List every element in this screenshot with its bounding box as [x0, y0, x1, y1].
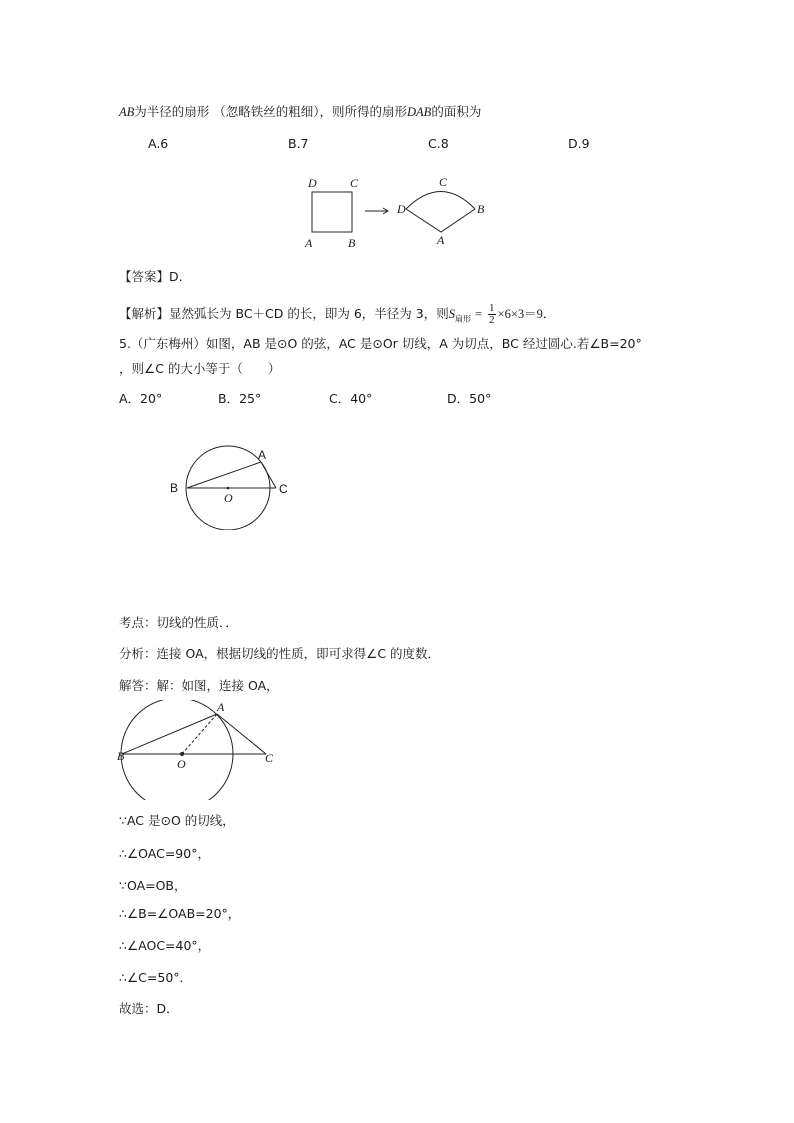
q4-analysis-text: 【解析】显然弧长为 BC＋CD 的长，即为 6，半径为 3，则	[119, 306, 449, 321]
q5-fig2-label-a: A	[217, 700, 225, 714]
q4-stem-text-1: 为半径的扇形 （忽略铁丝的粗细），则所得的扇形	[134, 104, 408, 119]
q4-option-c: C.8	[428, 136, 449, 151]
q4-sector-label-b: B	[477, 202, 485, 216]
q5-stem-line-2: ，则∠C 的大小等于（ ）	[119, 361, 281, 376]
q5-figure-1	[165, 440, 300, 530]
q4-label-c: C	[350, 176, 359, 190]
q4-sector-label-d: D	[397, 202, 406, 216]
q4-label-b: B	[348, 236, 356, 250]
q5-step-2: ∴∠OAC=90°，	[119, 846, 210, 861]
q5-fig1-label-o: O	[224, 491, 233, 505]
q4-analysis-fraction	[488, 303, 496, 326]
q5-fig1-label-b: B	[170, 481, 179, 495]
q5-kaodian: 考点：切线的性质．．	[119, 615, 238, 630]
q4-stem-var-ab: AB	[119, 105, 135, 119]
q4-analysis-eq: =	[474, 307, 483, 321]
q4-option-b: B.7	[288, 136, 309, 151]
q5-fig2-tangent-ac	[217, 714, 266, 754]
q5-fig1-tangent-ac	[261, 462, 276, 488]
q5-step-4: ∴∠B=∠OAB=20°，	[119, 906, 241, 921]
q4-stem-text-2: 的面积为	[431, 104, 482, 119]
q4-option-a: A.6	[148, 136, 169, 151]
q5-step-3: ∵OA=OB，	[119, 878, 187, 893]
q5-fig2-center-dot	[180, 752, 184, 756]
q4-sector-label-c: C	[439, 175, 448, 189]
q5-option-b: B．25°	[218, 391, 262, 406]
q4-answer: 【答案】D.	[119, 269, 183, 284]
q4-label-a: A	[305, 236, 313, 250]
q5-fig2-label-c: C	[265, 751, 274, 765]
q4-sector-radii	[406, 209, 475, 232]
q5-fenxi: 分析：连接 OA，根据切线的性质，即可求得∠C 的度数．	[119, 646, 441, 661]
q5-fig2-chord-ab	[122, 714, 217, 754]
q4-figure	[295, 172, 495, 254]
q5-step-5: ∴∠AOC=40°，	[119, 938, 211, 953]
q5-stem-line-1: 5.（广东梅州）如图，AB 是⊙O 的弦，AC 是⊙Or 切线，A 为切点，BC 经过圆心.若∠B=20°	[119, 336, 642, 351]
q4-option-d: D.9	[568, 136, 590, 151]
q4-frac-num: 1	[489, 302, 495, 314]
q5-fig1-center-dot	[227, 487, 230, 490]
q5-figure-2	[113, 700, 288, 800]
q5-option-c: C．40°	[329, 391, 373, 406]
q5-fig1-chord-ab	[187, 462, 261, 488]
q4-analysis-tail: ×6×3＝9．	[497, 307, 556, 321]
q5-step-6: ∴∠C=50°．	[119, 970, 193, 985]
q5-fig2-radius-oa	[182, 714, 217, 754]
q4-sector-arc	[406, 192, 475, 210]
q4-stem	[119, 104, 481, 120]
q4-stem-var-dab: DAB	[407, 105, 432, 119]
q5-step-7: 故选：D．	[119, 1001, 179, 1016]
q4-square	[312, 192, 352, 232]
q5-step-1: ∵AC 是⊙O 的切线，	[119, 813, 235, 828]
q4-analysis	[119, 303, 555, 328]
q5-fig1-label-a: A	[258, 448, 267, 462]
q5-fig1-label-c: C	[279, 482, 288, 496]
q5-fig2-label-b: B	[117, 749, 125, 763]
q5-fig2-label-o: O	[177, 757, 186, 771]
q4-sector-label-a: A	[437, 233, 445, 247]
q4-label-d: D	[308, 176, 317, 190]
q5-option-a: A．20°	[119, 391, 163, 406]
q4-frac-den: 2	[489, 314, 495, 326]
q5-jieda: 解答：解：如图，连接 OA，	[119, 678, 279, 693]
q4-analysis-sub: 扇形	[455, 314, 471, 324]
q5-option-d: D．50°	[447, 391, 492, 406]
q4-analysis-s: S	[448, 307, 455, 321]
